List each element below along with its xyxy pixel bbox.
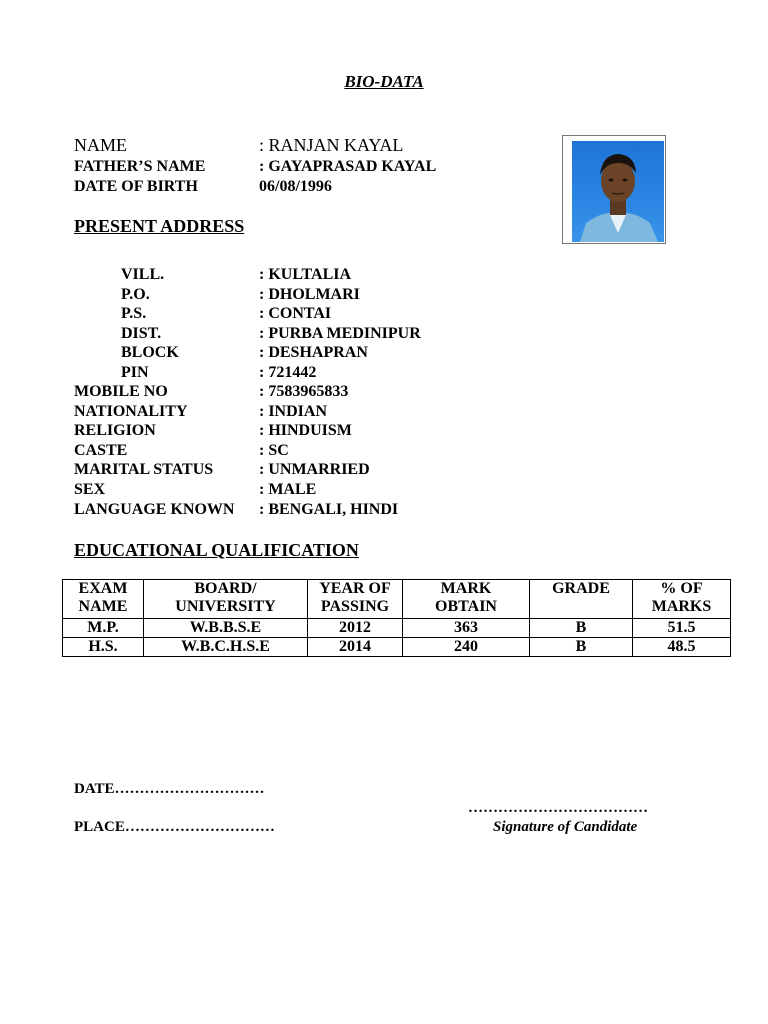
page-title: BIO-DATA (344, 72, 424, 91)
signature-line: ……………………………… (468, 800, 648, 816)
ps-label: P.S. (121, 305, 147, 322)
language-label: LANGUAGE KNOWN (74, 501, 235, 518)
mobile-value: : 7583965833 (259, 383, 349, 400)
present-address-heading: PRESENT ADDRESS (74, 216, 245, 236)
sex-label: SEX (74, 481, 106, 498)
table-cell: 240 (403, 638, 530, 657)
column-header: % OF MARKS (633, 580, 731, 619)
table-cell: W.B.C.H.S.E (144, 638, 308, 657)
name-label: NAME (74, 135, 127, 155)
vill-label: VILL. (121, 266, 165, 283)
table-cell: B (530, 619, 633, 638)
father-name-value: : GAYAPRASAD KAYAL (259, 158, 437, 175)
passport-photo (562, 135, 666, 244)
nationality-label: NATIONALITY (74, 403, 188, 420)
pin-value: : 721442 (259, 364, 317, 381)
nationality-value: : INDIAN (259, 403, 327, 420)
table-cell: 363 (403, 619, 530, 638)
photo-icon (572, 141, 664, 242)
religion-label: RELIGION (74, 422, 156, 439)
table-cell: 48.5 (633, 638, 731, 657)
education-table (62, 579, 731, 657)
sex-value: : MALE (259, 481, 317, 498)
table-cell: W.B.B.S.E (144, 619, 308, 638)
dist-label: DIST. (121, 325, 162, 342)
caste-label: CASTE (74, 442, 128, 459)
caste-value: : SC (259, 442, 289, 459)
marital-status-value: : UNMARRIED (259, 461, 370, 478)
column-header: GRADE (530, 580, 633, 619)
dob-value: 06/08/1996 (259, 178, 332, 195)
father-name-label: FATHER’S NAME (74, 158, 206, 175)
column-header: YEAR OF PASSING (308, 580, 403, 619)
table-cell: M.P. (63, 619, 144, 638)
language-value: : BENGALI, HINDI (259, 501, 399, 518)
table-cell: 2012 (308, 619, 403, 638)
religion-value: : HINDUISM (259, 422, 352, 439)
dob-label: DATE OF BIRTH (74, 178, 198, 195)
po-label: P.O. (121, 286, 150, 303)
block-label: BLOCK (121, 344, 179, 361)
dist-value: : PURBA MEDINIPUR (259, 325, 421, 342)
block-value: : DESHAPRAN (259, 344, 368, 361)
column-header: BOARD/ UNIVERSITY (144, 580, 308, 619)
table-header-row (63, 580, 731, 619)
signature-caption: Signature of Candidate (493, 819, 638, 835)
column-header: MARK OBTAIN (403, 580, 530, 619)
date-field: DATE………………………… (74, 781, 265, 797)
table-row (63, 619, 731, 638)
column-header: EXAM NAME (63, 580, 144, 619)
vill-value: : KULTALIA (259, 266, 352, 283)
education-heading: EDUCATIONAL QUALIFICATION (74, 540, 359, 560)
pin-label: PIN (121, 364, 149, 381)
table-cell: H.S. (63, 638, 144, 657)
place-field: PLACE………………………… (74, 819, 275, 835)
table-cell: B (530, 638, 633, 657)
table-row (63, 638, 731, 657)
table-cell: 2014 (308, 638, 403, 657)
table-cell: 51.5 (633, 619, 731, 638)
mobile-label: MOBILE NO (74, 383, 168, 400)
name-value: : RANJAN KAYAL (259, 135, 404, 155)
marital-status-label: MARITAL STATUS (74, 461, 214, 478)
ps-value: : CONTAI (259, 305, 332, 322)
po-value: : DHOLMARI (259, 286, 360, 303)
